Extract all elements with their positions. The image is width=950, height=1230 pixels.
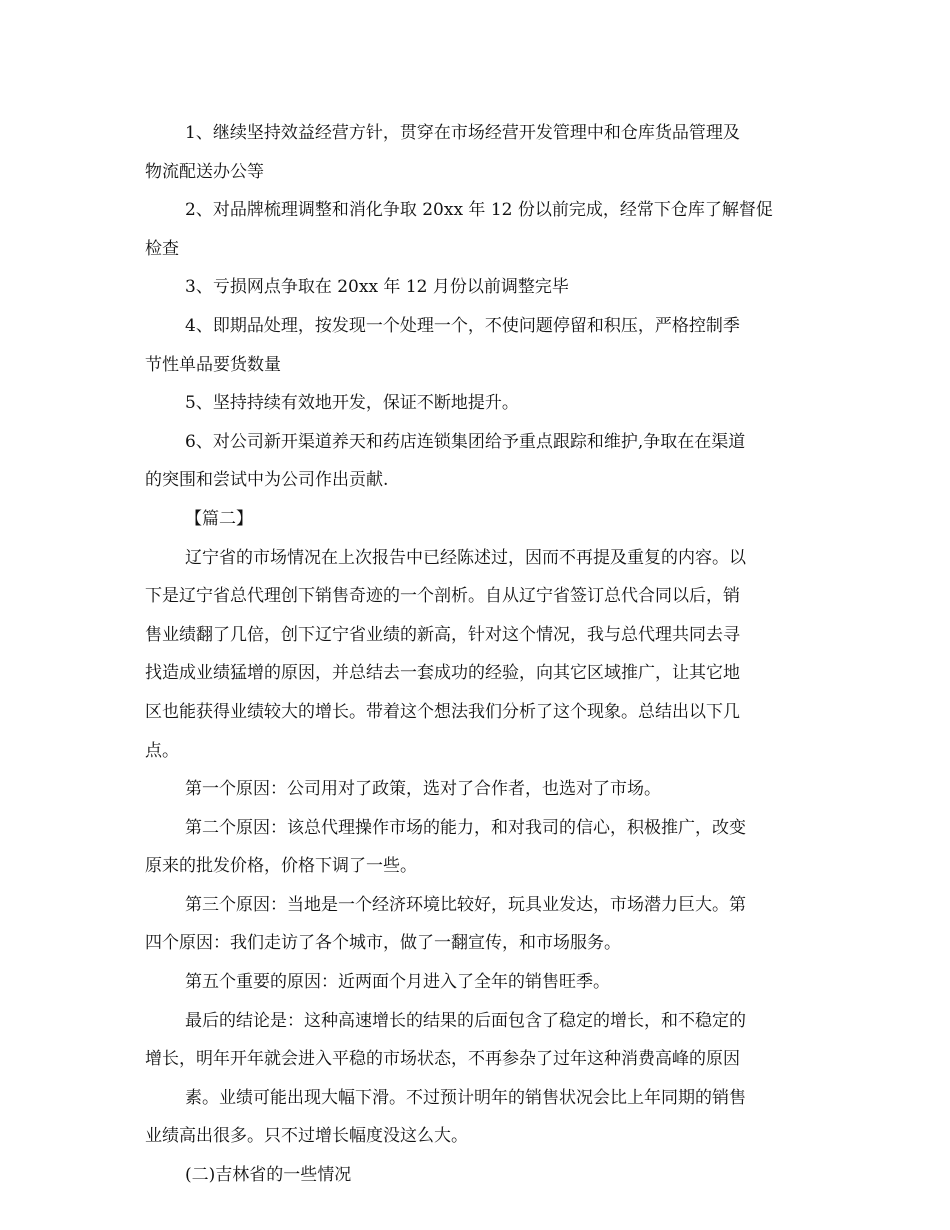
text-line: 第二个原因：该总代理操作市场的能力，和对我司的信心，积极推广，改变 <box>185 817 746 838</box>
text-line: 6、对公司新开渠道养天和药店连锁集团给予重点跟踪和维护,争取在在渠道 <box>185 431 746 452</box>
paragraph <box>145 500 810 539</box>
text-line: 下是辽宁省总代理创下销售奇迹的一个剖析。自从辽宁省签订总代合同以后，销 <box>145 586 740 607</box>
text-line: 物流配送办公等 <box>145 161 264 182</box>
text-line: 增长，明年开年就会进入平稳的市场状态，不再参杂了过年这种消费高峰的原因 <box>145 1049 740 1070</box>
text-line: 四个原因：我们走访了各个城市，做了一翻宣传，和市场服务。 <box>145 933 621 954</box>
text-line: 5、坚持持续有效地开发，保证不断地提升。 <box>185 393 519 414</box>
text-line: 区也能获得业绩较大的增长。带着这个想法我们分析了这个现象。总结出以下几 <box>145 701 740 722</box>
paragraph <box>145 268 810 307</box>
paragraph <box>145 191 810 268</box>
text-line: 1、继续坚持效益经营方针，贯穿在市场经营开发管理中和仓库货品管理及 <box>185 123 740 143</box>
text-line: 3、亏损网点争取在 20xx 年 12 月份以前调整完毕 <box>185 277 569 298</box>
paragraph <box>145 1079 810 1156</box>
text-line: 第五个重要的原因：近两面个月进入了全年的销售旺季。 <box>185 972 610 993</box>
paragraph <box>145 307 810 384</box>
text-line: 第一个原因：公司用对了政策，选对了合作者，也选对了市场。 <box>185 779 661 800</box>
paragraph <box>145 384 810 423</box>
paragraph <box>145 1002 810 1079</box>
text-line: 辽宁省的市场情况在上次报告中已经陈述过，因而不再提及重复的内容。以 <box>185 547 746 568</box>
text-line: 4、即期品处理，按发现一个处理一个，不使问题停留和积压，严格控制季 <box>185 315 740 336</box>
text-line: 节性单品要货数量 <box>145 354 281 375</box>
text-line: 最后的结论是：这种高速增长的结果的后面包含了稳定的增长，和不稳定的 <box>185 1010 746 1031</box>
paragraph <box>145 1156 810 1195</box>
paragraph <box>145 963 810 1002</box>
paragraph <box>145 809 810 886</box>
text-line: 检查 <box>145 238 179 259</box>
text-line: 素。业绩可能出现大幅下滑。不过预计明年的销售状况会比上年同期的销售 <box>185 1087 746 1108</box>
text-line: 2、对品牌梳理调整和消化争取 20xx 年 12 份以前完成，经常下仓库了解督促 <box>185 200 773 221</box>
text-line: 点。 <box>145 740 179 761</box>
document-body <box>145 114 810 1195</box>
text-line: 的突围和尝试中为公司作出贡献. <box>145 470 389 491</box>
text-line: 【篇二】 <box>185 508 253 529</box>
paragraph <box>145 423 810 500</box>
text-line: 原来的批发价格，价格下调了一些。 <box>145 856 417 877</box>
text-line: 售业绩翻了几倍，创下辽宁省业绩的新高，针对这个情况，我与总代理共同去寻 <box>145 624 740 645</box>
paragraph <box>145 539 810 771</box>
text-line: 找造成业绩猛增的原因，并总结去一套成功的经验，向其它区域推广，让其它地 <box>145 663 740 684</box>
text-line: 业绩高出很多。只不过增长幅度没这么大。 <box>145 1126 468 1147</box>
paragraph <box>145 114 810 191</box>
paragraph <box>145 886 810 963</box>
text-line: 第三个原因：当地是一个经济环境比较好，玩具业发达，市场潜力巨大。第 <box>185 894 746 915</box>
paragraph <box>145 770 810 809</box>
text-line: (二)吉林省的一些情况 <box>185 1165 352 1186</box>
